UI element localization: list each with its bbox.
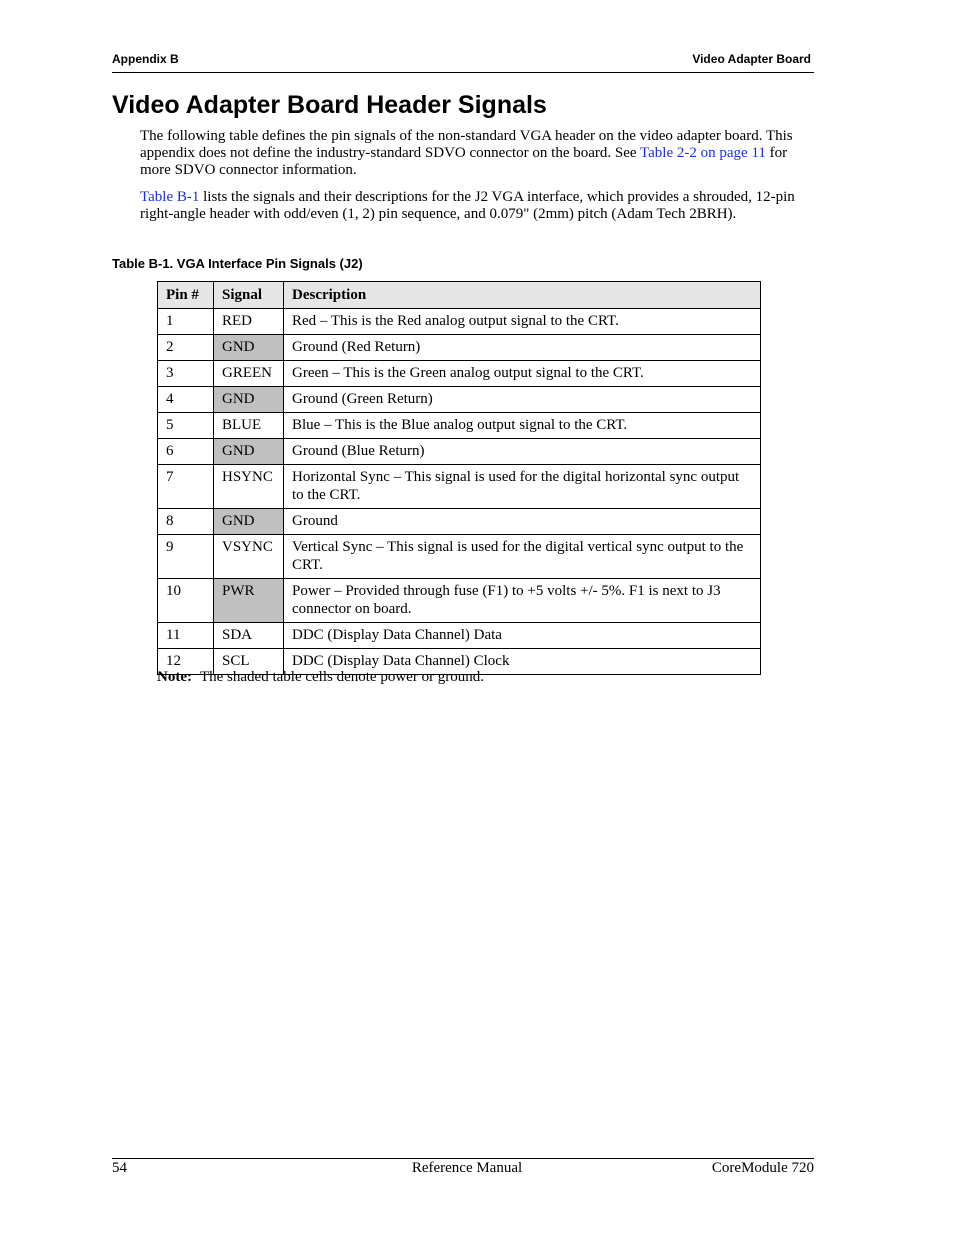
description-cell: Blue – This is the Blue analog output signal to the CRT. (284, 413, 761, 439)
description-paragraph (140, 189, 820, 223)
footer-manual-name: Reference Manual (411, 1160, 523, 1176)
pin-cell: 3 (158, 361, 214, 387)
header-chapter: Video Adapter Board (692, 52, 811, 66)
column-header-signal: Signal (214, 282, 284, 309)
signal-cell: GND (214, 439, 284, 465)
description-cell: Power – Provided through fuse (F1) to +5 volts +/- 5%. F1 is next to J3 connector on board. (284, 579, 761, 623)
table-row (158, 361, 761, 387)
description-text: lists the signals and their descriptions for the J2 VGA interface, which provides a shrouded, 12-pin right-angle header with odd/even (1, 2) pin sequence, and 0.079" (2mm) pitch (Adam Tech 2BRH). (140, 189, 795, 222)
page-header (112, 52, 814, 73)
vga-pin-signals-table (157, 281, 761, 675)
intro-paragraph (140, 128, 820, 179)
table-row (158, 465, 761, 509)
column-header-pin: Pin # (158, 282, 214, 309)
description-cell: Green – This is the Green analog output signal to the CRT. (284, 361, 761, 387)
table-2-2-link[interactable]: Table 2-2 on page 11 (640, 145, 766, 161)
pin-cell: 10 (158, 579, 214, 623)
pin-cell: 2 (158, 335, 214, 361)
pin-cell: 1 (158, 309, 214, 335)
pin-cell: 6 (158, 439, 214, 465)
description-cell: Ground (Green Return) (284, 387, 761, 413)
signal-cell: BLUE (214, 413, 284, 439)
signal-cell: SCL (214, 649, 284, 675)
description-cell: DDC (Display Data Channel) Clock (284, 649, 761, 675)
table-row (158, 413, 761, 439)
note-text: The shaded table cells denote power or ground. (199, 669, 485, 685)
intro-text-1: The following table defines the pin signals of the non-standard VGA header on the video adapter board. This appendix does not define the industry-standard SDVO connector on the board. See (140, 128, 793, 161)
pin-cell: 4 (158, 387, 214, 413)
signal-cell: RED (214, 309, 284, 335)
signal-cell: PWR (214, 579, 284, 623)
pin-cell: 5 (158, 413, 214, 439)
header-section: Appendix B (112, 52, 179, 66)
table-row (158, 509, 761, 535)
table-row (158, 387, 761, 413)
description-cell: Horizontal Sync – This signal is used for the digital horizontal sync output to the CRT. (284, 465, 761, 509)
page-number: 54 (112, 1160, 127, 1176)
pin-cell: 12 (158, 649, 214, 675)
table-row (158, 309, 761, 335)
signal-cell: GREEN (214, 361, 284, 387)
signal-cell: VSYNC (214, 535, 284, 579)
pin-cell: 8 (158, 509, 214, 535)
description-cell: DDC (Display Data Channel) Data (284, 623, 761, 649)
signal-cell: HSYNC (214, 465, 284, 509)
note-label: Note: (157, 669, 192, 685)
table-row (158, 623, 761, 649)
table-note (157, 669, 484, 686)
signal-cell: SDA (214, 623, 284, 649)
table-row (158, 579, 761, 623)
description-cell: Vertical Sync – This signal is used for the digital vertical sync output to the CRT. (284, 535, 761, 579)
signal-cell: GND (214, 387, 284, 413)
table-row (158, 535, 761, 579)
description-cell: Ground (Red Return) (284, 335, 761, 361)
table-header-row (158, 282, 761, 309)
page-title: Video Adapter Board Header Signals (112, 91, 547, 119)
footer-product-name: CoreModule 720 (711, 1160, 814, 1176)
description-cell: Red – This is the Red analog output signal to the CRT. (284, 309, 761, 335)
table-row (158, 439, 761, 465)
table-b-1-link[interactable]: Table B-1 (140, 189, 200, 205)
pin-cell: 11 (158, 623, 214, 649)
table-caption: Table B-1. VGA Interface Pin Signals (J2) (112, 256, 363, 271)
intro-text-2: for more SDVO connector information. (140, 145, 788, 178)
description-cell: Ground (284, 509, 761, 535)
signal-cell: GND (214, 509, 284, 535)
column-header-description: Description (284, 282, 761, 309)
page-footer (112, 1158, 814, 1176)
signal-cell: GND (214, 335, 284, 361)
table-row (158, 335, 761, 361)
description-cell: Ground (Blue Return) (284, 439, 761, 465)
pin-cell: 7 (158, 465, 214, 509)
pin-cell: 9 (158, 535, 214, 579)
